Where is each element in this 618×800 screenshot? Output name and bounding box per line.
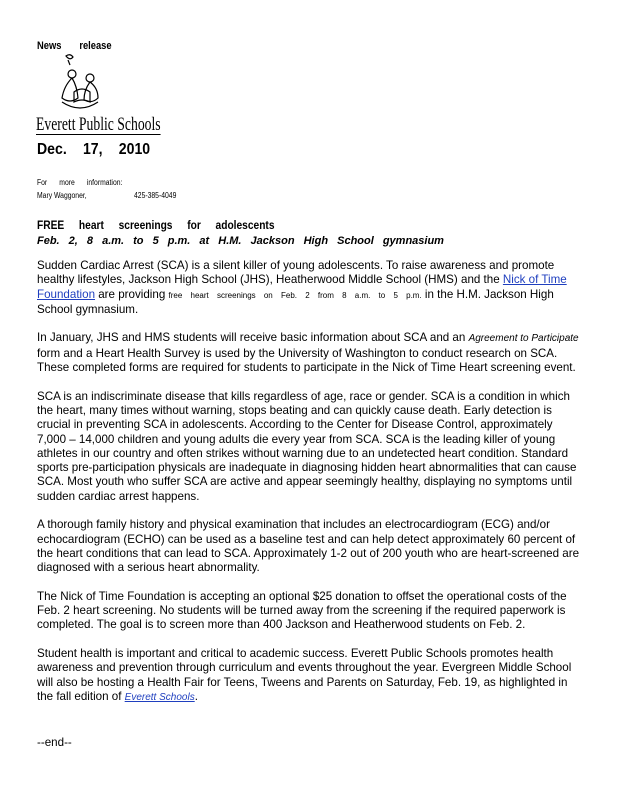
contact-label: For more information: [37,178,123,187]
event-details: Feb. 2, 8 a.m. to 5 p.m. at H.M. Jackson High School gymnasium [37,235,444,247]
paragraph-screening: A thorough family history and physical examination that includes an electrocardiogram (ECG) and/or echocardiogram (ECHO) can be used as a baseline test and can help detect approximately 60 percent of the heart conditions that can lead to SCA. Approximately 1-2 out of 200 youth who are heart-screened are diagnosed with a serious heart abnormality. [37,518,580,575]
school-logo-icon [52,52,110,116]
paragraph-health-fair: Student health is important and critical to academic success. Everett Public Schools promotes health awareness and prevention through curriculum and events throughout the year. Evergreen Middle School will also be hosting a Health Fair for Teens, Tweens and Parents on Saturday, Feb. 19, as highlighted in the fall edition of Everett Schools. [37,647,572,703]
event-headline: FREE heart screenings for adolescents [37,218,275,232]
school-district-name: Everett Public Schools [36,114,161,135]
release-date: Dec. 17, 2010 [37,141,151,158]
paragraph-sca-facts: SCA is an indiscriminate disease that kills regardless of age, race or gender. SCA is a condition in which the heart, many times without warning, stops beating and can quickly cause death. Early detection is crucial in preventing SCA in adolescents. According to the Center for Disease Control, approximately 7,000 – 14,000 children and young adults die every year from SCA. SCA is the leading killer of young athletes in our country and often strikes without warning due to an undetected heart condition. Standard sports pre-participation physicals are inadequate in diagnosing hidden heart abnormalities that can cause SCA. Most youth who suffer SCA are active and appear seemingly healthy, displaying no symptoms until sudden cardiac arrest happens. [37,389,577,503]
release-label: News release [37,40,112,52]
contact-name: Mary Waggoner, [37,191,87,200]
release-body [37,259,582,720]
everett-schools-link[interactable]: Everett Schools [124,691,195,703]
paragraph-donation: The Nick of Time Foundation is accepting an optional $25 donation to offset the operational costs of the Feb. 2 heart screening. No students will be turned away from the screening if the required paperwork is completed. The goal is to screen more than 400 Jackson and Heatherwood students on Feb. 2. [37,589,567,632]
end-marker: --end-- [37,736,72,749]
contact-phone: 425-385-4049 [134,191,177,200]
paragraph-january: In January, JHS and HMS students will receive basic information about SCA and an Agreement to Participate form and a Heart Health Survey is used by the University of Washington to conduct research on SCA. These completed forms are required for students to participate in the Nick of Time Heart screening event. [37,331,579,375]
nick-of-time-link[interactable]: Nick of Time Foundation [37,273,567,301]
paragraph-intro: Sudden Cardiac Arrest (SCA) is a silent killer of young adolescents. To raise awareness and promote healthy lifestyles, Jackson High School (JHS), Heatherwood Middle School (HMS) and the Nick of Time Foundation are providing free heart screenings on Feb. 2 from 8 a.m. to 5 p.m. in the H.M. Jackson High School gymnasium. [37,259,567,316]
